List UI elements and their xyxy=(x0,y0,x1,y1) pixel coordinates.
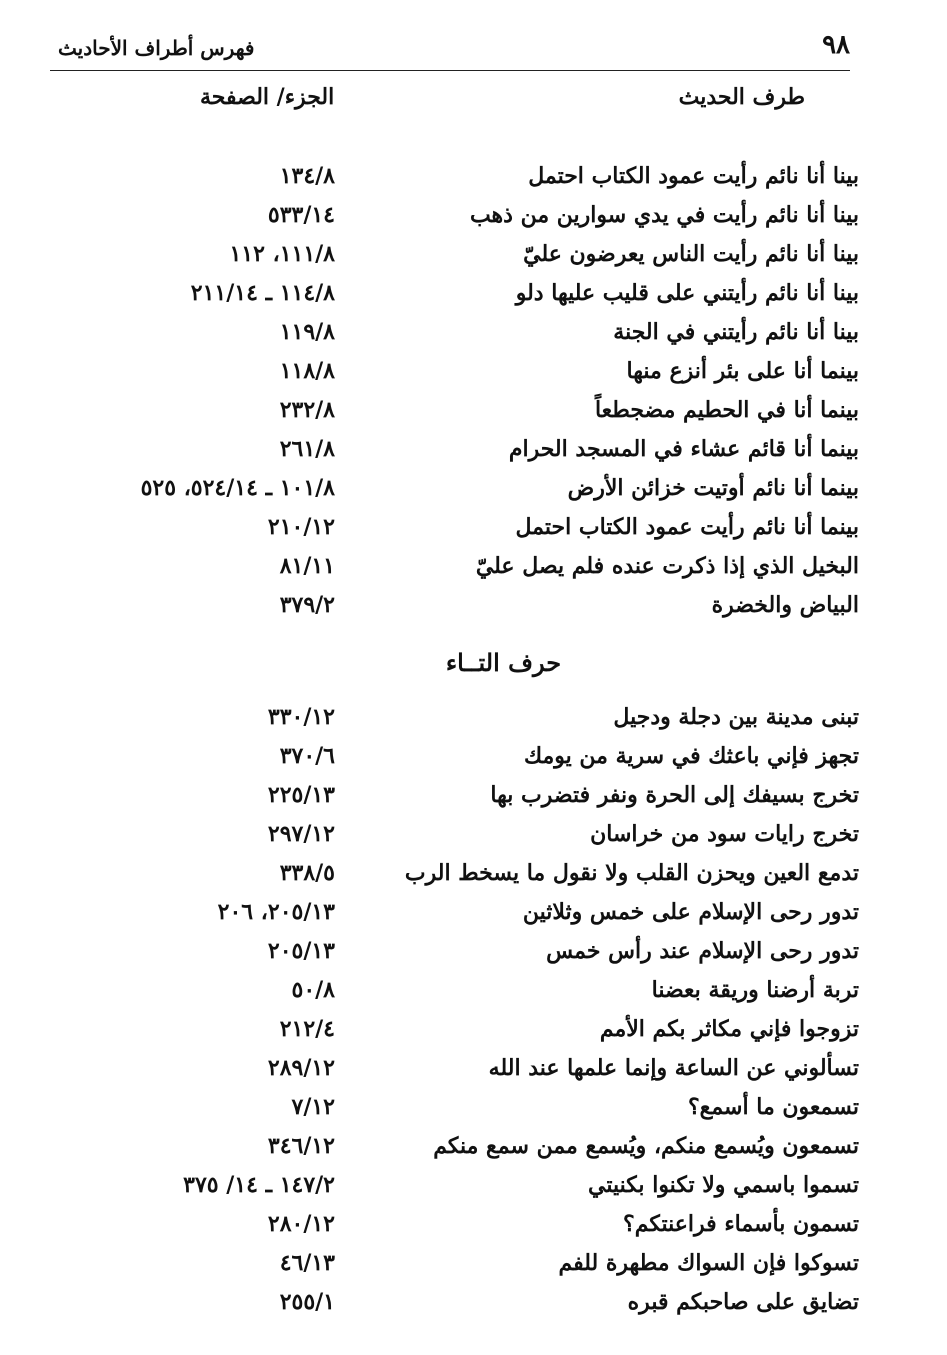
index-row xyxy=(0,1133,947,1172)
volume-page-reference: ٢٢٥/١٣ xyxy=(267,782,335,808)
section-ba-list xyxy=(0,163,947,631)
volume-page-reference: ٧/١٢ xyxy=(291,1094,335,1120)
index-row xyxy=(0,514,947,553)
hadith-text: بينما أنا نائم أوتيت خزائن الأرض xyxy=(567,475,859,501)
hadith-text: تسمون بأسماء فراعنتكم؟ xyxy=(623,1211,859,1237)
hadith-text: البياض والخضرة xyxy=(711,592,859,618)
index-row xyxy=(0,704,947,743)
hadith-text: تجهز فإني باعثك في سرية من يومك xyxy=(523,743,859,769)
section-heading-text: حرف التــاء xyxy=(445,648,562,677)
volume-page-reference: ٣٤٦/١٢ xyxy=(267,1133,335,1159)
index-row xyxy=(0,1172,947,1211)
hadith-text: تسألوني عن الساعة وإنما علمها عند الله xyxy=(488,1055,859,1081)
volume-page-reference: ١١٩/٨ xyxy=(279,319,335,345)
index-row xyxy=(0,1289,947,1328)
index-row xyxy=(0,319,947,358)
index-row xyxy=(0,436,947,475)
volume-page-reference: ١٠١/٨ ـ ٥٢٤/١٤، ٥٢٥ xyxy=(140,475,335,501)
volume-page-reference: ٢٨٩/١٢ xyxy=(267,1055,335,1081)
hadith-text: تزوجوا فإني مكاثر بكم الأمم xyxy=(599,1016,859,1042)
volume-page-reference: ٥٣٣/١٤ xyxy=(267,202,335,228)
column-headers xyxy=(0,84,947,118)
volume-page-reference: ٣٣٠/١٢ xyxy=(267,704,335,730)
column-header-hadith: طرف الحديث xyxy=(678,84,805,110)
index-row xyxy=(0,163,947,202)
index-row xyxy=(0,241,947,280)
section-heading-ta xyxy=(0,648,947,677)
column-header-reference: الجزء/ الصفحة xyxy=(200,84,335,110)
index-row xyxy=(0,743,947,782)
index-row xyxy=(0,280,947,319)
index-row xyxy=(0,202,947,241)
index-row xyxy=(0,899,947,938)
hadith-text: بينما أنا على بئر أنزع منها xyxy=(626,358,859,384)
hadith-text: بينما أنا نائم رأيت عمود الكتاب احتمل xyxy=(515,514,859,540)
section-ta-list xyxy=(0,704,947,1328)
index-row xyxy=(0,1211,947,1250)
hadith-text: بينا أنا نائم رأيت في يدي سوارين من ذهب xyxy=(469,202,859,228)
running-title: فهرس أطراف الأحاديث xyxy=(58,36,255,60)
volume-page-reference: ١١٨/٨ xyxy=(279,358,335,384)
hadith-text: بينا أنا نائم رأيت الناس يعرضون عليّ xyxy=(523,241,859,267)
volume-page-reference: ٢٠٥/١٣ xyxy=(267,938,335,964)
volume-page-reference: ٢٠٥/١٣، ٢٠٦ xyxy=(217,899,335,925)
volume-page-reference: ٢٥٥/١ xyxy=(279,1289,335,1315)
index-row xyxy=(0,475,947,514)
volume-page-reference: ١١١/٨، ١١٢ xyxy=(229,241,335,267)
volume-page-reference: ٣٧٠/٦ xyxy=(279,743,335,769)
hadith-text: تخرج بسيفك إلى الحرة ونفر فتضرب بها xyxy=(490,782,859,808)
volume-page-reference: ٢٨٠/١٢ xyxy=(267,1211,335,1237)
index-row xyxy=(0,782,947,821)
page-number: ٩٨ xyxy=(822,30,850,60)
index-row xyxy=(0,592,947,631)
index-row xyxy=(0,1094,947,1133)
volume-page-reference: ١٤٧/٢ ـ ١٤/ ٣٧٥ xyxy=(183,1172,335,1198)
hadith-text: تربة أرضنا وريقة بعضنا xyxy=(651,977,859,1003)
volume-page-reference: ٢٩٧/١٢ xyxy=(267,821,335,847)
volume-page-reference: ١٣٤/٨ xyxy=(279,163,335,189)
index-row xyxy=(0,397,947,436)
hadith-text: بينا أنا نائم رأيتني على قليب عليها دلو xyxy=(515,280,859,306)
hadith-text: تسموا باسمي ولا تكنوا بكنيتي xyxy=(588,1172,859,1198)
hadith-text: تدور رحى الإسلام عند رأس خمس xyxy=(546,938,859,964)
index-row xyxy=(0,860,947,899)
volume-page-reference: ٣٣٨/٥ xyxy=(279,860,335,886)
index-row xyxy=(0,1250,947,1289)
hadith-text: تسمعون ويُسمع منكم، ويُسمع ممن سمع منكم xyxy=(433,1133,859,1159)
volume-page-reference: ١١٤/٨ ـ ٢١١/١٤ xyxy=(190,280,335,306)
hadith-text: بينا أنا نائم رأيت عمود الكتاب احتمل xyxy=(528,163,859,189)
volume-page-reference: ٥٠/٨ xyxy=(291,977,335,1003)
hadith-text: تضايق على صاحبكم قبره xyxy=(627,1289,859,1315)
hadith-text: بينما أنا في الحطيم مضجطعاً xyxy=(594,397,859,423)
index-row xyxy=(0,553,947,592)
running-header xyxy=(50,26,850,71)
index-row xyxy=(0,358,947,397)
volume-page-reference: ٢١٠/١٢ xyxy=(267,514,335,540)
volume-page-reference: ٨١/١١ xyxy=(279,553,335,579)
hadith-text: تبنى مدينة بين دجلة ودجيل xyxy=(613,704,859,730)
index-row xyxy=(0,977,947,1016)
volume-page-reference: ٣٧٩/٢ xyxy=(279,592,335,618)
hadith-text: تدمع العين ويحزن القلب ولا نقول ما يسخط الرب xyxy=(404,860,859,886)
hadith-text: تسوكوا فإن السواك مطهرة للفم xyxy=(558,1250,859,1276)
volume-page-reference: ٢٦١/٨ xyxy=(279,436,335,462)
index-row xyxy=(0,1055,947,1094)
index-row xyxy=(0,821,947,860)
hadith-text: البخيل الذي إذا ذكرت عنده فلم يصل عليّ xyxy=(475,553,859,579)
volume-page-reference: ٤٦/١٣ xyxy=(279,1250,335,1276)
hadith-text: تسمعون ما أسمع؟ xyxy=(687,1094,859,1120)
hadith-text: بينا أنا نائم رأيتني في الجنة xyxy=(613,319,859,345)
hadith-text: تخرج رايات سود من خراسان xyxy=(590,821,859,847)
index-row xyxy=(0,938,947,977)
volume-page-reference: ٢١٢/٤ xyxy=(279,1016,335,1042)
volume-page-reference: ٢٣٢/٨ xyxy=(279,397,335,423)
hadith-text: تدور رحى الإسلام على خمس وثلاثين xyxy=(522,899,859,925)
index-row xyxy=(0,1016,947,1055)
hadith-text: بينما أنا قائم عشاء في المسجد الحرام xyxy=(508,436,859,462)
